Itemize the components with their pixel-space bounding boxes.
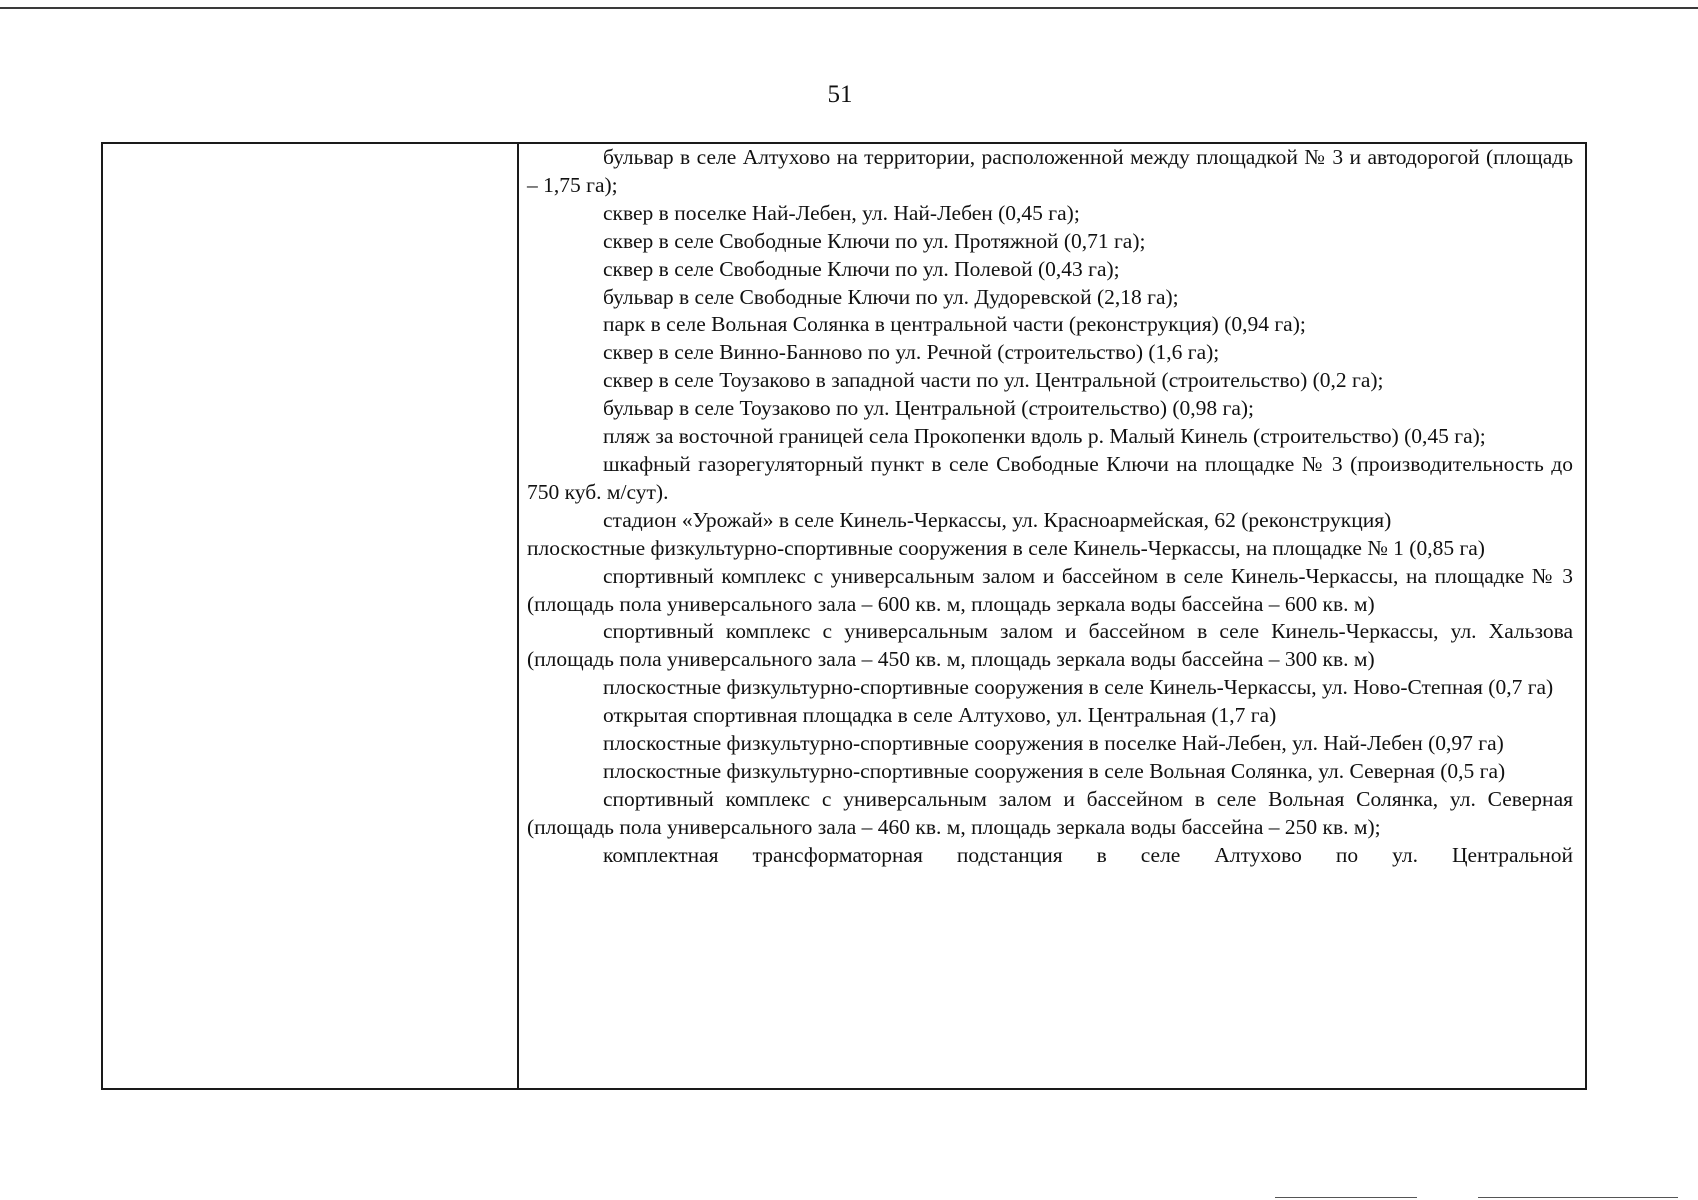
bottom-rule-right: [1478, 1197, 1678, 1198]
list-item: сквер в селе Свободные Ключи по ул. Полевой (0,43 га);: [603, 256, 1120, 281]
list-item: сквер в селе Винно-Банново по ул. Речной (строительство) (1,6 га);: [603, 340, 1220, 365]
list-item: плоскостные физкультурно-спортивные сооружения в селе Вольная Солянка, ул. Северная (0,5 га): [603, 758, 1506, 783]
list-item: парк в селе Вольная Солянка в центральной части (реконструкция) (0,94 га);: [603, 312, 1306, 337]
list-item: сквер в селе Свободные Ключи по ул. Протяжной (0,71 га);: [603, 228, 1146, 253]
bottom-rule-left: [1275, 1197, 1417, 1198]
list-item: плоскостные физкультурно-спортивные сооружения в селе Кинель-Черкассы, на площадке № 1 (0,85 га): [527, 535, 1485, 560]
page-number: 51: [827, 81, 853, 108]
list-item: спортивный комплекс с универсальным залом и бассейном в селе Кинель-Черкассы, на площадке № 3 (площадь пола универсального зала – 600 кв. м, площадь зеркала воды бассейна – 600 кв. м): [527, 563, 1573, 616]
table-right-column: [519, 144, 1585, 1088]
list-item: спортивный комплекс с универсальным залом и бассейном в селе Кинель-Черкассы, ул. Хальзова (площадь пола универсального зала – 450 кв. м, площадь зеркала воды бассейна – 300 кв. м): [527, 619, 1573, 672]
table-left-column: [103, 144, 519, 1088]
list-item: бульвар в селе Алтухово на территории, расположенной между площадкой № 3 и автодорогой (площадь – 1,75 га);: [527, 145, 1573, 197]
list-item: комплектная трансформаторная подстанция в селе Алтухово по ул. Центральной: [603, 842, 1573, 867]
list-item: стадион «Урожай» в селе Кинель-Черкассы, ул. Красноармейская, 62 (реконструкция): [603, 507, 1392, 532]
list-item: бульвар в селе Тоузаково по ул. Центральной (строительство) (0,98 га);: [603, 396, 1255, 421]
list-item: сквер в селе Тоузаково в западной части по ул. Центральной (строительство) (0,2 га);: [603, 368, 1384, 393]
list-item: открытая спортивная площадка в селе Алтухово, ул. Центральная (1,7 га): [603, 703, 1277, 728]
list-item: спортивный комплекс с универсальным залом и бассейном в селе Вольная Солянка, ул. Северная (площадь пола универсального зала – 460 кв. м, площадь зеркала воды бассейна – 250 кв. м);: [527, 786, 1573, 839]
list-item: пляж за восточной границей села Прокопенки вдоль р. Малый Кинель (строительство) (0,45 га);: [603, 424, 1486, 449]
list-item: плоскостные физкультурно-спортивные сооружения в поселке Най-Лебен, ул. Най-Лебен (0,97 га): [603, 731, 1504, 756]
list-item: бульвар в селе Свободные Ключи по ул. Дудоревской (2,18 га);: [603, 284, 1179, 309]
top-rule: [0, 7, 1698, 9]
list-item: шкафный газорегуляторный пункт в селе Свободные Ключи на площадке № 3 (производительность до 750 куб. м/сут).: [527, 451, 1573, 504]
list-item: сквер в поселке Най-Лебен, ул. Най-Лебен (0,45 га);: [603, 200, 1080, 225]
document-table: [101, 142, 1587, 1090]
list-item: плоскостные физкультурно-спортивные сооружения в селе Кинель-Черкассы, ул. Ново-Степная (0,7 га): [603, 675, 1554, 700]
